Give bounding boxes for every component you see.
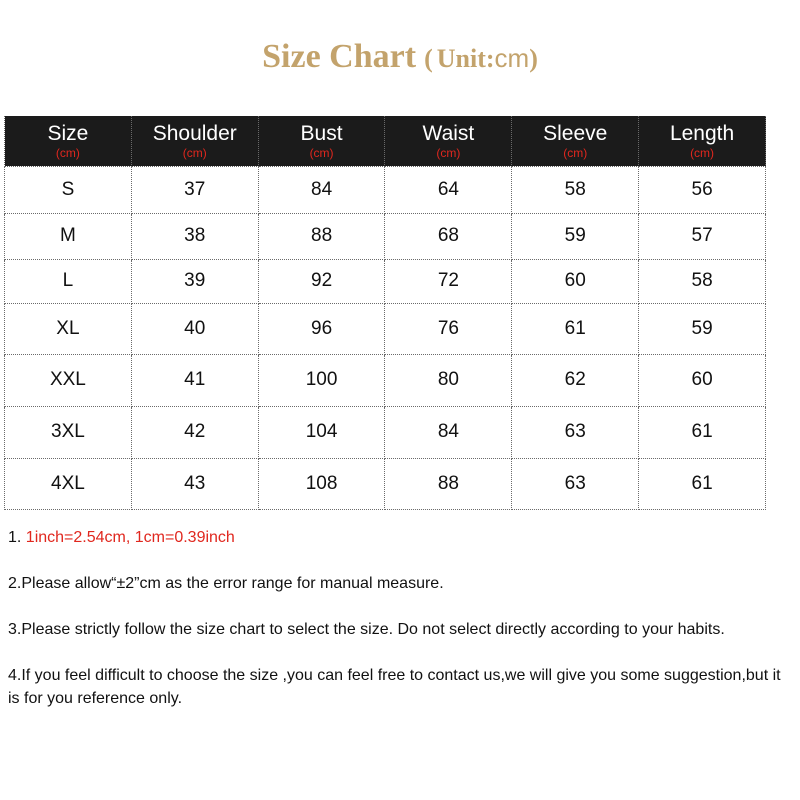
cell-bust: 108 <box>258 458 385 509</box>
page-title <box>0 38 800 76</box>
cell-waist: 72 <box>385 259 512 303</box>
header-label: Waist <box>422 121 475 145</box>
cell-bust: 96 <box>258 303 385 354</box>
cell-shoulder: 37 <box>131 166 258 213</box>
cell-waist: 88 <box>385 458 512 509</box>
cell-length: 60 <box>639 354 766 406</box>
cell-sleeve: 59 <box>512 213 639 259</box>
header-unit: (cm) <box>563 145 588 160</box>
note-1-conversion: 1inch=2.54cm, 1cm=0.39inch <box>25 529 235 546</box>
note-3: 3.Please strictly follow the size chart to select the size. Do not select directly according to your habits. <box>8 621 725 638</box>
cell-waist: 80 <box>385 354 512 406</box>
header-unit: (cm) <box>182 145 207 160</box>
header-row <box>5 116 766 166</box>
cell-length: 56 <box>639 166 766 213</box>
cell-size: 4XL <box>5 458 132 509</box>
cell-length: 57 <box>639 213 766 259</box>
cell-waist: 76 <box>385 303 512 354</box>
cell-length: 59 <box>639 303 766 354</box>
cell-length: 61 <box>639 458 766 509</box>
note-2: 2.Please allow“±2”cm as the error range for manual measure. <box>8 575 444 592</box>
size-table <box>4 116 766 510</box>
cell-shoulder: 43 <box>131 458 258 509</box>
header-unit: (cm) <box>55 145 80 160</box>
cell-bust: 100 <box>258 354 385 406</box>
table-row <box>5 213 766 259</box>
header-waist <box>385 116 512 166</box>
notes-section <box>8 526 788 733</box>
cell-size: XL <box>5 303 132 354</box>
table-row <box>5 458 766 509</box>
cell-sleeve: 63 <box>512 458 639 509</box>
title-paren-open: ( <box>424 44 433 73</box>
cell-sleeve: 58 <box>512 166 639 213</box>
cell-bust: 88 <box>258 213 385 259</box>
cell-waist: 64 <box>385 166 512 213</box>
cell-sleeve: 61 <box>512 303 639 354</box>
cell-bust: 92 <box>258 259 385 303</box>
cell-shoulder: 42 <box>131 406 258 458</box>
cell-shoulder: 41 <box>131 354 258 406</box>
header-shoulder <box>131 116 258 166</box>
note-1 <box>8 526 788 549</box>
header-unit: (cm) <box>690 145 715 160</box>
table-row <box>5 166 766 213</box>
title-unit-label: Unit: <box>436 44 495 73</box>
header-label: Size <box>47 121 89 145</box>
cell-bust: 104 <box>258 406 385 458</box>
cell-shoulder: 39 <box>131 259 258 303</box>
title-paren-close: ) <box>529 44 538 73</box>
cell-sleeve: 60 <box>512 259 639 303</box>
cell-size: XXL <box>5 354 132 406</box>
note-1-prefix: 1. <box>8 529 26 546</box>
cell-length: 61 <box>639 406 766 458</box>
cell-length: 58 <box>639 259 766 303</box>
cell-waist: 68 <box>385 213 512 259</box>
cell-waist: 84 <box>385 406 512 458</box>
header-label: Shoulder <box>152 121 237 145</box>
header-label: Bust <box>300 121 343 145</box>
cell-shoulder: 38 <box>131 213 258 259</box>
header-unit: (cm) <box>309 145 334 160</box>
cell-size: 3XL <box>5 406 132 458</box>
table-row <box>5 303 766 354</box>
cell-bust: 84 <box>258 166 385 213</box>
header-length <box>639 116 766 166</box>
cell-sleeve: 63 <box>512 406 639 458</box>
title-unit-value: cm <box>494 43 530 73</box>
cell-size: S <box>5 166 132 213</box>
header-sleeve <box>512 116 639 166</box>
header-label: Length <box>669 121 735 145</box>
note-4: 4.If you feel difficult to choose the size ,you can feel free to contact us,we will give you some suggestion,but it is for you reference only. <box>8 667 781 707</box>
header-unit: (cm) <box>436 145 461 160</box>
header-bust <box>258 116 385 166</box>
cell-shoulder: 40 <box>131 303 258 354</box>
cell-size: L <box>5 259 132 303</box>
header-size <box>5 116 132 166</box>
table-row <box>5 259 766 303</box>
table-row <box>5 406 766 458</box>
cell-size: M <box>5 213 132 259</box>
title-main: Size Chart <box>262 38 417 75</box>
table-row <box>5 354 766 406</box>
cell-sleeve: 62 <box>512 354 639 406</box>
header-label: Sleeve <box>543 121 608 145</box>
